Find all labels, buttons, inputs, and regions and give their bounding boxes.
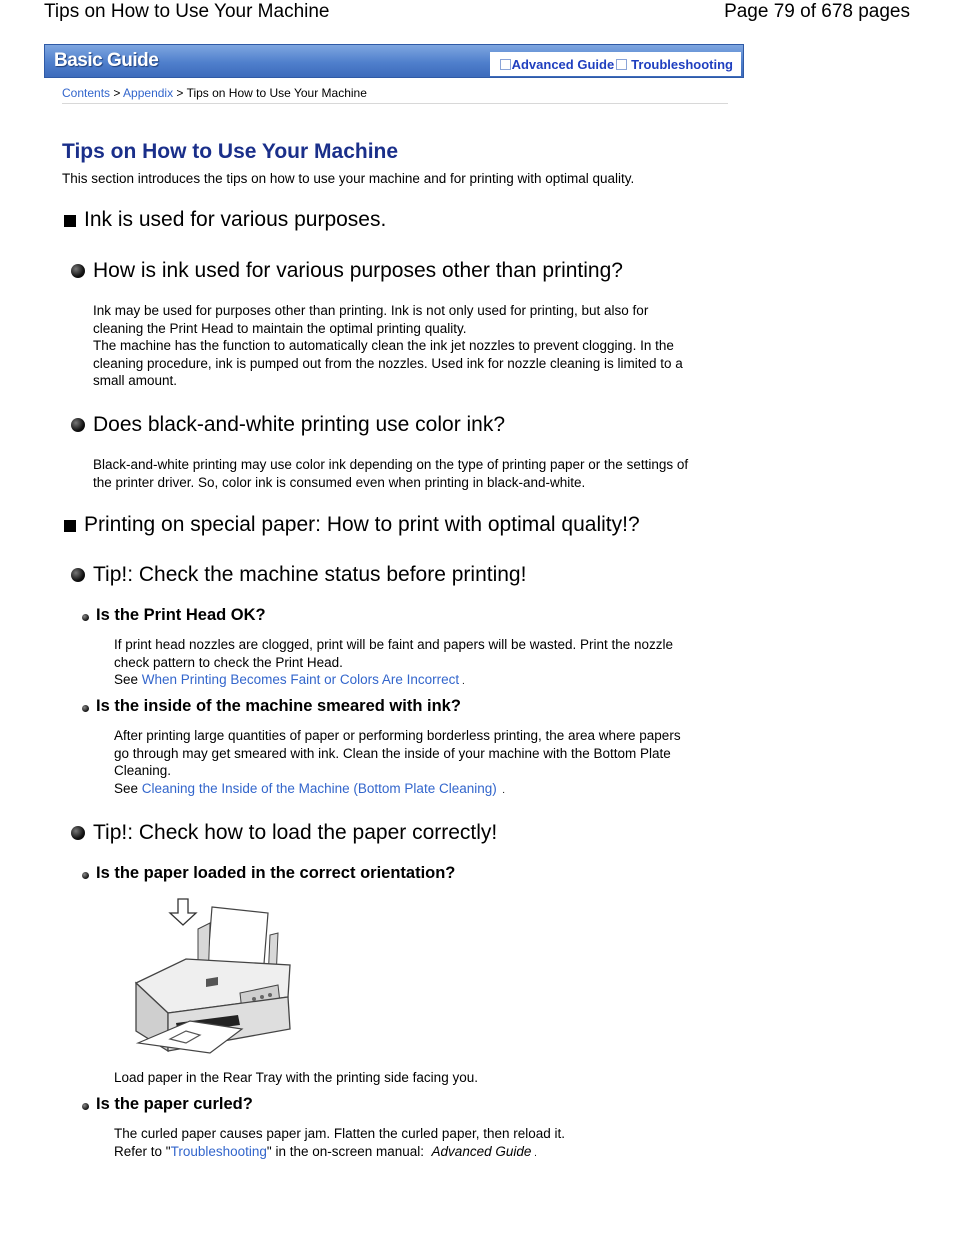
- text-line: Ink may be used for purposes other than printing. Ink is not only used for printing, but also for: [93, 303, 649, 318]
- circle-bullet-icon: [71, 418, 85, 432]
- square-bullet-icon: [64, 520, 76, 532]
- document-title: Tips on How to Use Your Machine: [44, 1, 330, 22]
- period: .: [459, 676, 465, 687]
- circle-bullet-icon: [71, 826, 85, 840]
- period: .: [496, 784, 506, 796]
- tip-heading-load-paper: [71, 821, 497, 845]
- page-counter: Page 79 of 678 pages: [724, 1, 910, 22]
- advanced-guide-reference: Advanced Guide: [431, 1143, 532, 1159]
- subheading-text: Is the paper loaded in the correct orientation?: [96, 864, 456, 882]
- circle-bullet-icon: [71, 568, 85, 582]
- troubleshooting-manual-link[interactable]: Troubleshooting: [170, 1143, 267, 1159]
- breadcrumb-current: Tips on How to Use Your Machine: [186, 86, 367, 100]
- basic-guide-logo: Basic Guide: [54, 50, 159, 71]
- small-bullet-icon: [82, 705, 89, 712]
- subheading-text: Is the Print Head OK?: [96, 606, 266, 624]
- text-line: The machine has the function to automatically clean the ink jet nozzles to prevent clogging. In the: [93, 338, 674, 353]
- subheading-text: Is the inside of the machine smeared with ink?: [96, 697, 461, 715]
- faint-colors-link[interactable]: When Printing Becomes Faint or Colors Are Incorrect: [141, 672, 460, 687]
- square-icon: [616, 59, 627, 70]
- page-header: [0, 0, 954, 30]
- question-heading-color-ink: [71, 413, 505, 437]
- see-label: See: [114, 780, 142, 796]
- page-title: Tips on How to Use Your Machine: [62, 140, 399, 163]
- section-heading-ink: [64, 208, 386, 232]
- banner-links: [490, 52, 741, 76]
- bottom-plate-cleaning-link[interactable]: Cleaning the Inside of the Machine (Bottom Plate Cleaning): [141, 780, 497, 796]
- text-line: [114, 780, 724, 800]
- text-line: The curled paper causes paper jam. Flatten the curled paper, then reload it.: [114, 1126, 566, 1141]
- section-heading-text: Printing on special paper: How to print with optimal quality!?: [84, 513, 640, 536]
- text-line: [114, 1143, 724, 1163]
- square-bullet-icon: [64, 215, 76, 227]
- section-heading-text: Ink is used for various purposes.: [84, 208, 387, 231]
- text-line: Cleaning.: [114, 763, 172, 778]
- small-bullet-icon: [82, 1103, 89, 1110]
- text-line: [114, 671, 724, 691]
- square-icon: [500, 59, 511, 70]
- smeared-ink-paragraph: [114, 727, 724, 799]
- print-head-paragraph: [114, 636, 724, 691]
- question-heading-text: Does black-and-white printing use color ink?: [93, 413, 506, 436]
- advanced-guide-link[interactable]: [500, 57, 615, 72]
- advanced-guide-label: Advanced Guide: [511, 56, 615, 72]
- panel-button: [252, 997, 256, 1001]
- refer-mid: " in the on-screen manual:: [266, 1143, 432, 1159]
- text-line: Black-and-white printing may use color ink depending on the type of printing paper or the settings of: [93, 457, 689, 472]
- breadcrumb-contents-link[interactable]: Contents: [62, 86, 111, 100]
- printer-paper-loading-illustration: [128, 893, 298, 1061]
- subheading-smeared-ink: [82, 697, 461, 716]
- text-line: the printer driver. So, color ink is consumed even when printing in black-and-white.: [93, 474, 586, 490]
- tip-heading-text: Tip!: Check how to load the paper correctly!: [93, 821, 498, 844]
- down-arrow-icon: [170, 899, 196, 925]
- text-line: check pattern to check the Print Head.: [114, 654, 343, 670]
- ink-purposes-paragraph: [93, 302, 723, 390]
- circle-bullet-icon: [71, 264, 85, 278]
- text-line: cleaning procedure, ink is pumped out from the nozzles. Used ink for nozzle cleaning is limited to a: [93, 355, 683, 371]
- tip-heading-text: Tip!: Check the machine status before printing!: [93, 563, 527, 586]
- orientation-caption: Load paper in the Rear Tray with the printing side facing you.: [114, 1070, 478, 1085]
- question-heading-ink-purposes: [71, 259, 623, 283]
- text-line: After printing large quantities of paper or performing borderless printing, the area where papers: [114, 728, 681, 743]
- troubleshooting-link[interactable]: [616, 57, 733, 72]
- text-line: cleaning the Print Head to maintain the optimal printing quality.: [93, 320, 467, 336]
- subheading-curled-paper: [82, 1095, 253, 1114]
- panel-button: [260, 995, 264, 999]
- subheading-orientation: [82, 864, 455, 883]
- subheading-print-head: [82, 606, 266, 625]
- panel-button: [268, 993, 272, 997]
- section-heading-special-paper: [64, 513, 640, 537]
- subheading-text: Is the paper curled?: [96, 1095, 253, 1113]
- intro-text: This section introduces the tips on how to use your machine and for printing with optimal quality.: [62, 171, 635, 186]
- period: .: [531, 1147, 537, 1159]
- color-ink-paragraph: [93, 456, 723, 491]
- text-line: small amount.: [93, 373, 178, 388]
- breadcrumb: [62, 86, 728, 104]
- troubleshooting-label: Troubleshooting: [631, 56, 733, 72]
- text-line: go through may get smeared with ink. Clean the inside of your machine with the Bottom Plate: [114, 745, 671, 761]
- breadcrumb-separator: >: [110, 86, 124, 100]
- see-label: See: [114, 672, 142, 687]
- tip-heading-machine-status: [71, 563, 526, 587]
- breadcrumb-appendix-link[interactable]: Appendix: [123, 86, 174, 100]
- breadcrumb-separator: >: [173, 86, 187, 100]
- curled-paper-paragraph: [114, 1125, 724, 1162]
- question-heading-text: How is ink used for various purposes other than printing?: [93, 259, 623, 282]
- text-line: If print head nozzles are clogged, print will be faint and papers will be wasted. Print the nozzle: [114, 637, 674, 652]
- guide-banner: [44, 44, 744, 78]
- refer-label: Refer to ": [114, 1143, 171, 1159]
- printer-illustration-svg: [128, 893, 298, 1061]
- small-bullet-icon: [82, 614, 89, 621]
- small-bullet-icon: [82, 872, 89, 879]
